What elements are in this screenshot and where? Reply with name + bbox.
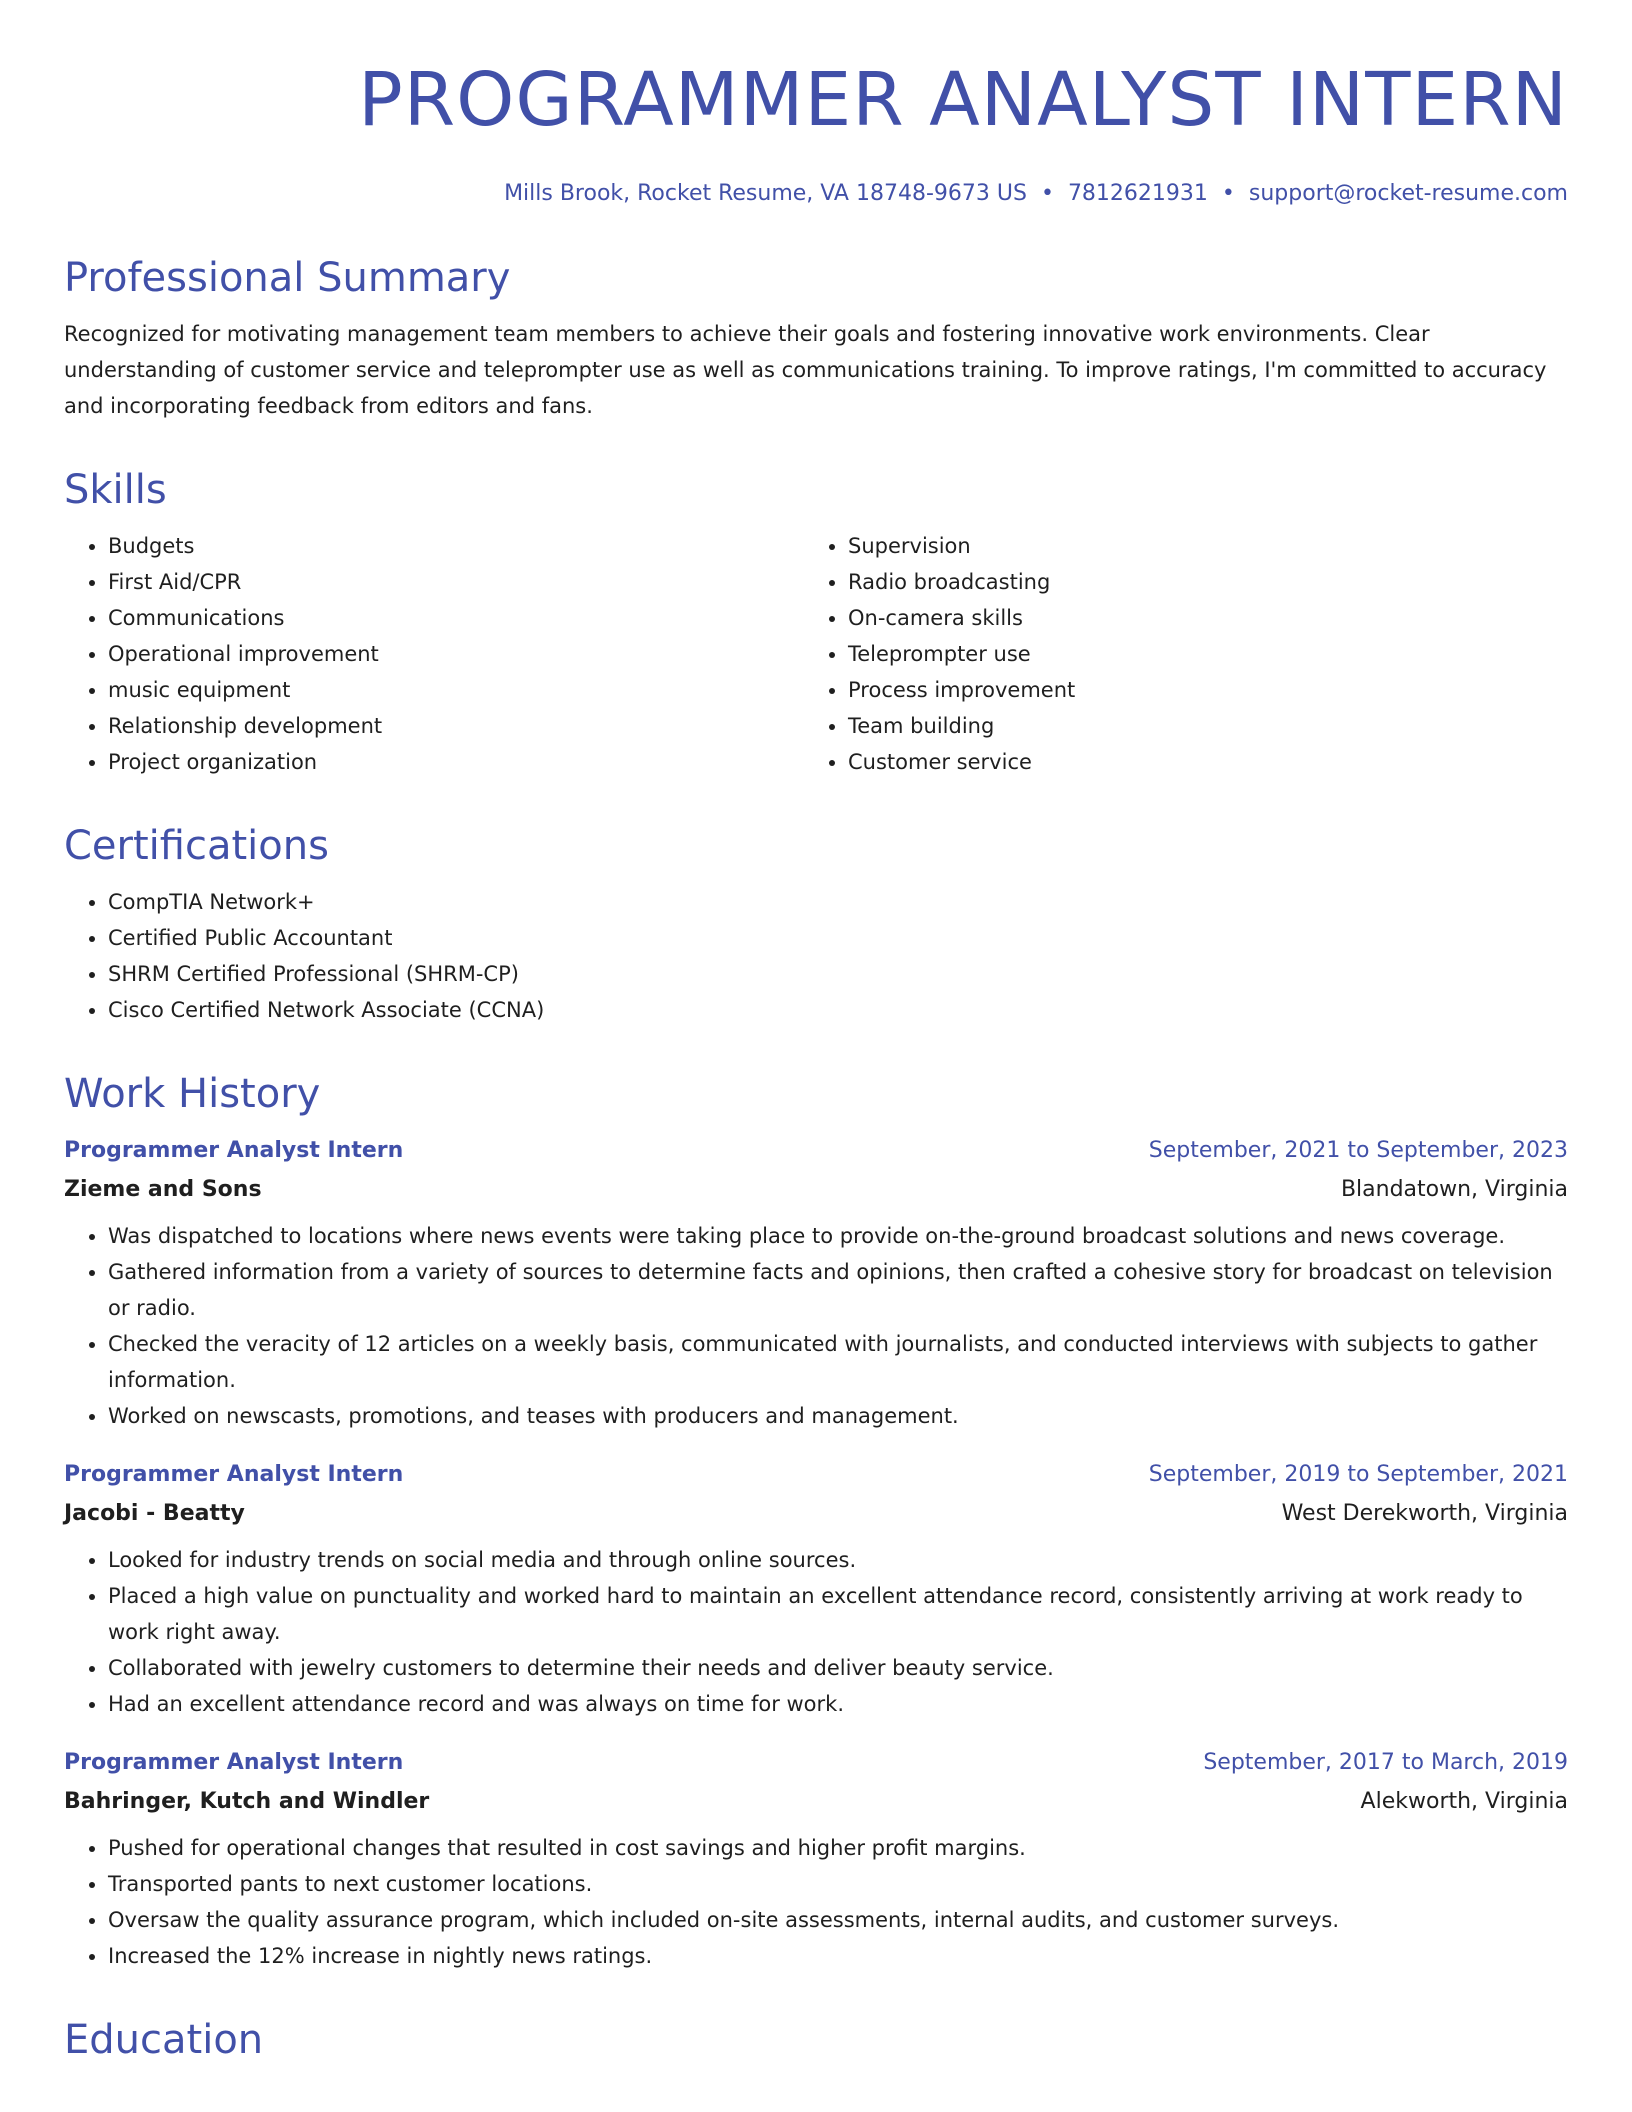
job-company: Bahringer, Kutch and Windler: [64, 1789, 430, 1814]
job-company-row: [64, 1782, 1568, 1822]
job-header-row: [64, 1744, 1568, 1782]
contact-separator: •: [1221, 181, 1235, 206]
certification-item: • Certified Public Accountant: [108, 920, 1568, 956]
skill-item: • Operational improvement: [108, 636, 804, 672]
job-location: Blandatown, Virginia: [1340, 1177, 1568, 1202]
job-header-row: [64, 1132, 1568, 1170]
job-title: Programmer Analyst Intern: [64, 1750, 404, 1775]
job-entry: [64, 1132, 1568, 1434]
skill-item: • Supervision: [848, 528, 1568, 564]
skills-column-right: [804, 528, 1568, 780]
job-entry: [64, 1456, 1568, 1722]
skill-item: • Budgets: [108, 528, 804, 564]
job-company-row: [64, 1170, 1568, 1210]
job-title: Programmer Analyst Intern: [64, 1462, 404, 1487]
skills-list: [64, 528, 1568, 780]
certification-item: • SHRM Certified Professional (SHRM-CP): [108, 956, 1568, 992]
summary-text: Recognized for motivating management team members to achieve their goals and fostering innovative work environments. Clear understanding of customer service and teleprompter use as well as communications training. To improve ratings, I'm committed to accuracy and incorporating feedback from editors and fans.: [64, 322, 1547, 418]
section-title-summary: Professional Summary: [64, 255, 511, 301]
contact-separator: •: [1040, 181, 1054, 206]
certification-item: • CompTIA Network+: [108, 884, 1568, 920]
job-bullet: • Oversaw the quality assurance program, which included on-site assessments, internal audits, and customer surveys.: [108, 1902, 1568, 1938]
skill-item: • Customer service: [848, 744, 1568, 780]
skill-item: • Radio broadcasting: [848, 564, 1568, 600]
job-bullet: • Transported pants to next customer locations.: [108, 1866, 1568, 1902]
skill-item: • On-camera skills: [848, 600, 1568, 636]
job-bullet: • Checked the veracity of 12 articles on a weekly basis, communicated with journalists, and conducted interviews with subjects to gather information.: [108, 1326, 1568, 1398]
job-dates: September, 2021 to September, 2023: [1148, 1138, 1568, 1163]
skill-item: • Relationship development: [108, 708, 804, 744]
skill-item: • Teleprompter use: [848, 636, 1568, 672]
contact-address: Mills Brook, Rocket Resume, VA 18748-9673 US: [504, 181, 1027, 206]
section-title-skills: Skills: [64, 467, 167, 513]
job-bullet: • Collaborated with jewelry customers to determine their needs and deliver beauty service.: [108, 1650, 1568, 1686]
job-bullets: [64, 1218, 1568, 1434]
section-title-education: Education: [64, 2017, 264, 2063]
resume-name: PROGRAMMER ANALYST INTERN: [358, 57, 1568, 143]
section-title-certifications: Certifications: [64, 823, 329, 869]
job-dates: September, 2017 to March, 2019: [1203, 1750, 1568, 1775]
job-bullet: • Was dispatched to locations where news events were taking place to provide on-the-ground broadcast solutions and news coverage.: [108, 1218, 1568, 1254]
job-bullet: • Had an excellent attendance record and was always on time for work.: [108, 1686, 1568, 1722]
job-entry: [64, 1744, 1568, 1974]
job-title: Programmer Analyst Intern: [64, 1138, 404, 1163]
job-company: Jacobi - Beatty: [64, 1501, 245, 1526]
certification-item: • Cisco Certified Network Associate (CCNA): [108, 992, 1568, 1028]
contact-email[interactable]: support@rocket-resume.com: [1248, 181, 1568, 206]
skill-item: • Project organization: [108, 744, 804, 780]
job-bullet: • Gathered information from a variety of sources to determine facts and opinions, then crafted a cohesive story for broadcast on television or radio.: [108, 1254, 1568, 1326]
skill-item: • First Aid/CPR: [108, 564, 804, 600]
contact-line: [64, 178, 1568, 210]
skill-item: • Process improvement: [848, 672, 1568, 708]
job-bullet: • Looked for industry trends on social media and through online sources.: [108, 1542, 1568, 1578]
job-bullet: • Worked on newscasts, promotions, and teases with producers and management.: [108, 1398, 1568, 1434]
job-dates: September, 2019 to September, 2021: [1148, 1462, 1568, 1487]
certifications-list: [64, 884, 1568, 1028]
job-company: Zieme and Sons: [64, 1177, 262, 1202]
job-bullet: • Pushed for operational changes that resulted in cost savings and higher profit margins.: [108, 1830, 1568, 1866]
job-bullets: [64, 1830, 1568, 1974]
contact-phone[interactable]: 7812621931: [1067, 181, 1208, 206]
skills-column-left: [64, 528, 804, 780]
job-location: West Derekworth, Virginia: [1281, 1501, 1568, 1526]
job-location: Alekworth, Virginia: [1360, 1789, 1568, 1814]
job-bullet: • Placed a high value on punctuality and worked hard to maintain an excellent attendance record, consistently arriving at work ready to work right away.: [108, 1578, 1568, 1650]
job-company-row: [64, 1494, 1568, 1534]
job-bullets: [64, 1542, 1568, 1722]
skill-item: • Team building: [848, 708, 1568, 744]
job-bullet: • Increased the 12% increase in nightly news ratings.: [108, 1938, 1568, 1974]
section-title-work-history: Work History: [64, 1071, 321, 1117]
skill-item: • music equipment: [108, 672, 804, 708]
skill-item: • Communications: [108, 600, 804, 636]
job-header-row: [64, 1456, 1568, 1494]
